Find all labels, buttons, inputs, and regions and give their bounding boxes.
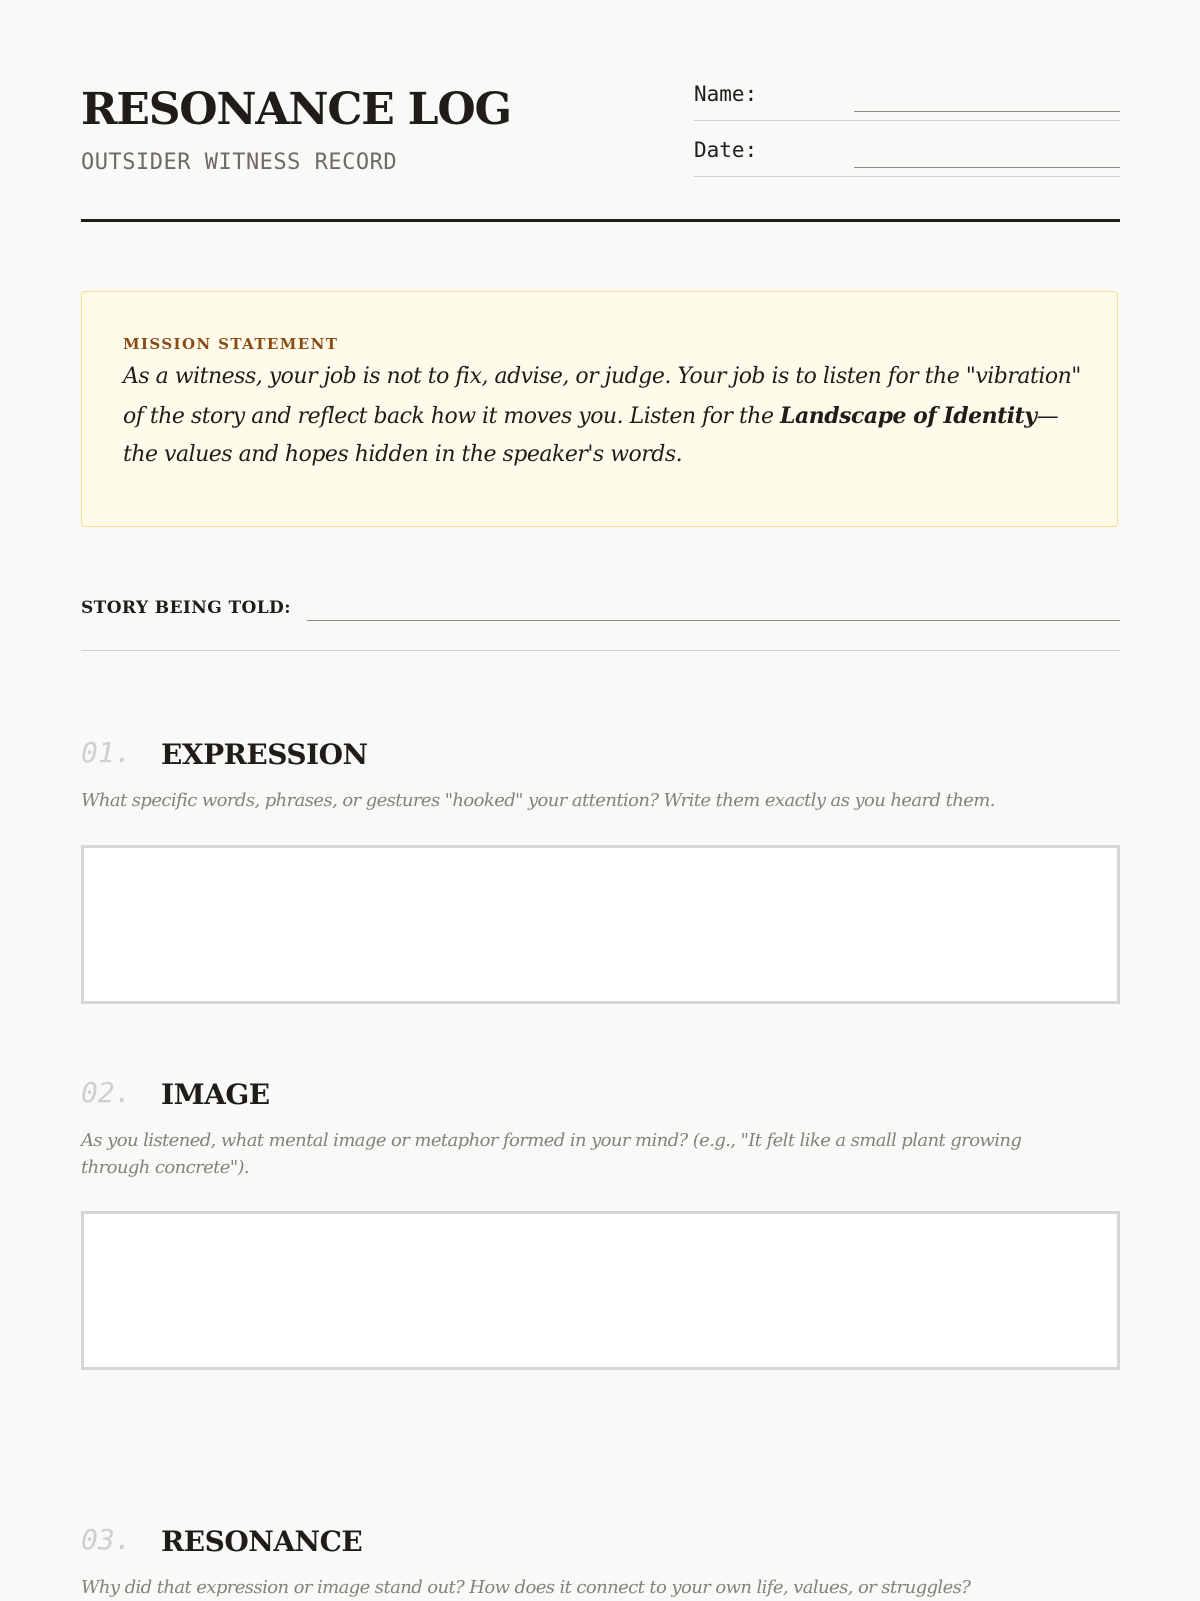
mission-statement-box xyxy=(81,291,1118,527)
section-number: 03. xyxy=(81,1523,132,1556)
section-title: RESONANCE xyxy=(161,1525,363,1558)
name-row xyxy=(694,80,1120,121)
header xyxy=(81,0,1120,224)
expression-answer-box[interactable] xyxy=(81,845,1120,1004)
mission-text xyxy=(123,358,1083,475)
date-label: Date: xyxy=(694,138,758,162)
mission-text-emphasis: Landscape of Identity xyxy=(779,402,1037,429)
mission-text-outro: —the values and hopes hidden in the speaker's words. xyxy=(123,403,1059,467)
mission-label: MISSION STATEMENT xyxy=(123,335,339,353)
name-field[interactable] xyxy=(854,111,1120,112)
date-row xyxy=(694,136,1120,177)
page-subtitle: OUTSIDER WITNESS RECORD xyxy=(81,150,398,175)
story-row xyxy=(81,588,1120,651)
header-divider xyxy=(81,219,1120,222)
section-prompt: Why did that expression or image stand out? How does it connect to your own life, values, or struggles? xyxy=(81,1577,971,1598)
section-prompt: What specific words, phrases, or gestures "hooked" your attention? Write them exactly as you heard them. xyxy=(81,790,995,811)
section-number: 02. xyxy=(81,1076,132,1109)
story-field[interactable] xyxy=(307,620,1120,621)
worksheet-page xyxy=(81,0,1120,1600)
section-number: 01. xyxy=(81,736,132,769)
section-title: EXPRESSION xyxy=(161,738,368,771)
section-prompt: As you listened, what mental image or metaphor formed in your mind? (e.g., "It felt like a small plant growing through concrete"). xyxy=(81,1130,1022,1178)
name-label: Name: xyxy=(694,82,758,106)
page-title: RESONANCE LOG xyxy=(81,84,511,135)
date-field[interactable] xyxy=(854,167,1120,168)
mission-text-intro: As a witness, your job is not to fix, advise, or judge. Your job is to listen for the "vibration" of the story and reflect back how it moves you. Listen for the xyxy=(123,364,1081,429)
image-answer-box[interactable] xyxy=(81,1211,1120,1370)
section-title: IMAGE xyxy=(161,1078,270,1111)
story-label: STORY BEING TOLD: xyxy=(81,598,291,618)
